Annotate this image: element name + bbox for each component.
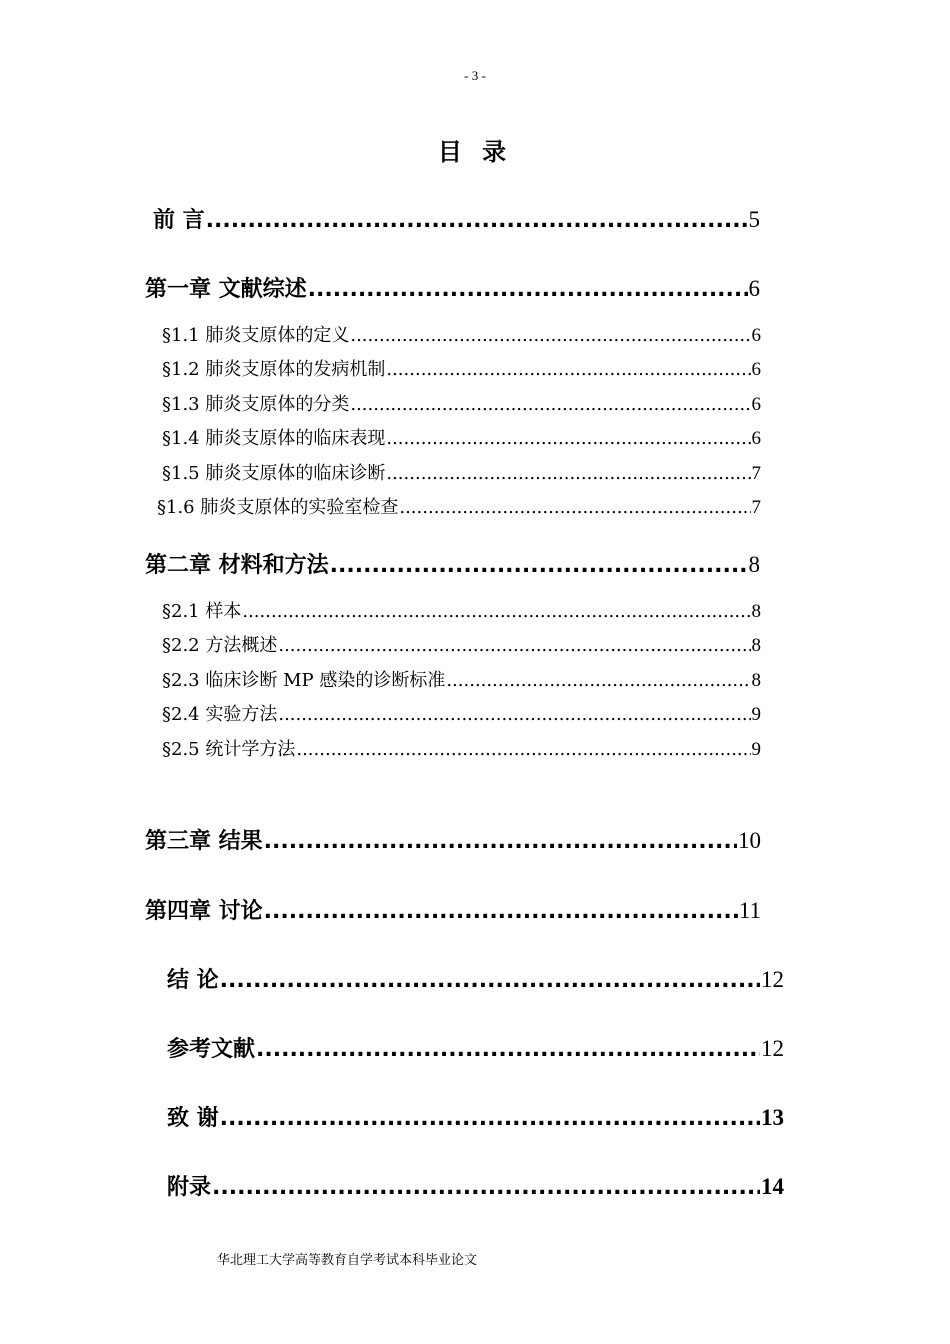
- toc-entry-page: 7: [751, 497, 761, 518]
- dot-leader: [399, 497, 750, 518]
- toc-entry-label: §2.5 统计学方法: [162, 739, 296, 760]
- toc-entry-section-1-2[interactable]: [162, 355, 761, 381]
- dot-leader: [206, 208, 748, 233]
- toc-entry-label: 第一章 文献综述: [145, 277, 307, 302]
- toc-entry-page: 7: [751, 463, 761, 484]
- toc-title: 目 录: [437, 138, 513, 166]
- dot-leader: [278, 704, 750, 725]
- toc-entry-label: §1.2 肺炎支原体的发病机制: [162, 359, 386, 380]
- toc-entry-section-1-5[interactable]: [162, 459, 761, 485]
- toc-entry-references[interactable]: [167, 1032, 784, 1063]
- toc-entry-page: 9: [751, 739, 761, 760]
- toc-entry-label: §1.3 肺炎支原体的分类: [162, 394, 350, 415]
- page-footer: 华北理工大学高等教育自学考试本科毕业论文: [217, 1253, 478, 1268]
- toc-entry-page: 6: [751, 325, 761, 346]
- toc-entry-label: 附录: [167, 1175, 212, 1200]
- toc-entry-label: 第二章 材料和方法: [145, 553, 329, 578]
- dot-leader: [386, 359, 750, 380]
- toc-entry-label: §2.4 实验方法: [162, 704, 278, 725]
- dot-leader: [386, 463, 750, 484]
- toc-entry-page: 13: [761, 1105, 784, 1130]
- toc-entry-label: §2.1 样本: [162, 601, 242, 622]
- toc-entry-page: 5: [748, 207, 760, 232]
- toc-entry-label: §1.1 肺炎支原体的定义: [162, 325, 350, 346]
- toc-entry-appendix[interactable]: [167, 1170, 784, 1201]
- toc-entry-label: 结 论: [167, 968, 219, 993]
- toc-entry-label: §2.2 方法概述: [162, 635, 278, 656]
- dot-leader: [256, 1037, 760, 1062]
- toc-entry-section-2-3[interactable]: [162, 666, 761, 692]
- toc-entry-label: 参考文献: [167, 1037, 256, 1062]
- toc-entry-label: §2.3 临床诊断 MP 感染的诊断标准: [162, 670, 446, 691]
- toc-entry-page: 9: [751, 704, 761, 725]
- dot-leader: [220, 968, 760, 993]
- toc-entry-preface[interactable]: [153, 203, 760, 234]
- toc-entry-label: 第四章 讨论: [145, 899, 263, 924]
- toc-entry-label: 致 谢: [167, 1106, 219, 1131]
- toc-entry-page: 12: [761, 967, 784, 992]
- toc-entry-label: §1.5 肺炎支原体的临床诊断: [162, 463, 386, 484]
- dot-leader: [446, 670, 750, 691]
- dot-leader: [212, 1175, 760, 1200]
- toc-entry-section-1-6[interactable]: [157, 493, 761, 519]
- toc-entry-label: 第三章 结果: [145, 829, 263, 854]
- dot-leader: [386, 428, 750, 449]
- toc-entry-page: 11: [738, 898, 761, 923]
- toc-entry-label: 前 言: [153, 208, 205, 233]
- dot-leader: [330, 553, 748, 578]
- toc-entry-page: 12: [761, 1036, 784, 1061]
- toc-entry-page: 10: [738, 828, 761, 853]
- toc-entry-page: 8: [751, 601, 761, 622]
- toc-entry-section-1-1[interactable]: [162, 321, 761, 347]
- toc-entry-page: 8: [751, 635, 761, 656]
- toc-entry-section-1-4[interactable]: [162, 424, 761, 450]
- toc-entry-page: 6: [751, 394, 761, 415]
- toc-entry-chapter-4[interactable]: [145, 894, 761, 925]
- toc-entry-conclusion[interactable]: [167, 963, 784, 994]
- dot-leader: [264, 829, 737, 854]
- toc-entry-page: 6: [751, 359, 761, 380]
- dot-leader: [308, 277, 748, 302]
- toc-entry-page: 8: [748, 552, 760, 577]
- toc-entry-page: 6: [748, 276, 760, 301]
- toc-entry-page: 8: [751, 670, 761, 691]
- toc-entry-label: §1.6 肺炎支原体的实验室检查: [157, 497, 399, 518]
- toc-entry-chapter-2[interactable]: [145, 548, 760, 579]
- dot-leader: [350, 325, 750, 346]
- toc-entry-chapter-3[interactable]: [145, 824, 761, 855]
- toc-entry-section-1-3[interactable]: [162, 390, 761, 416]
- page-number: - 3 -: [464, 68, 486, 83]
- dot-leader: [242, 601, 750, 622]
- toc-entry-section-2-2[interactable]: [162, 631, 761, 657]
- toc-entry-page: 14: [761, 1174, 784, 1199]
- toc-entry-page: 6: [751, 428, 761, 449]
- dot-leader: [264, 899, 738, 924]
- toc-entry-section-2-4[interactable]: [162, 700, 761, 726]
- dot-leader: [220, 1106, 760, 1131]
- toc-entry-chapter-1[interactable]: [145, 272, 760, 303]
- toc-entry-section-2-1[interactable]: [162, 597, 761, 623]
- toc-entry-label: §1.4 肺炎支原体的临床表现: [162, 428, 386, 449]
- dot-leader: [278, 635, 750, 656]
- toc-entry-acknowledgements[interactable]: [167, 1101, 784, 1132]
- dot-leader: [350, 394, 750, 415]
- toc-entry-section-2-5[interactable]: [162, 735, 761, 761]
- dot-leader: [296, 739, 750, 760]
